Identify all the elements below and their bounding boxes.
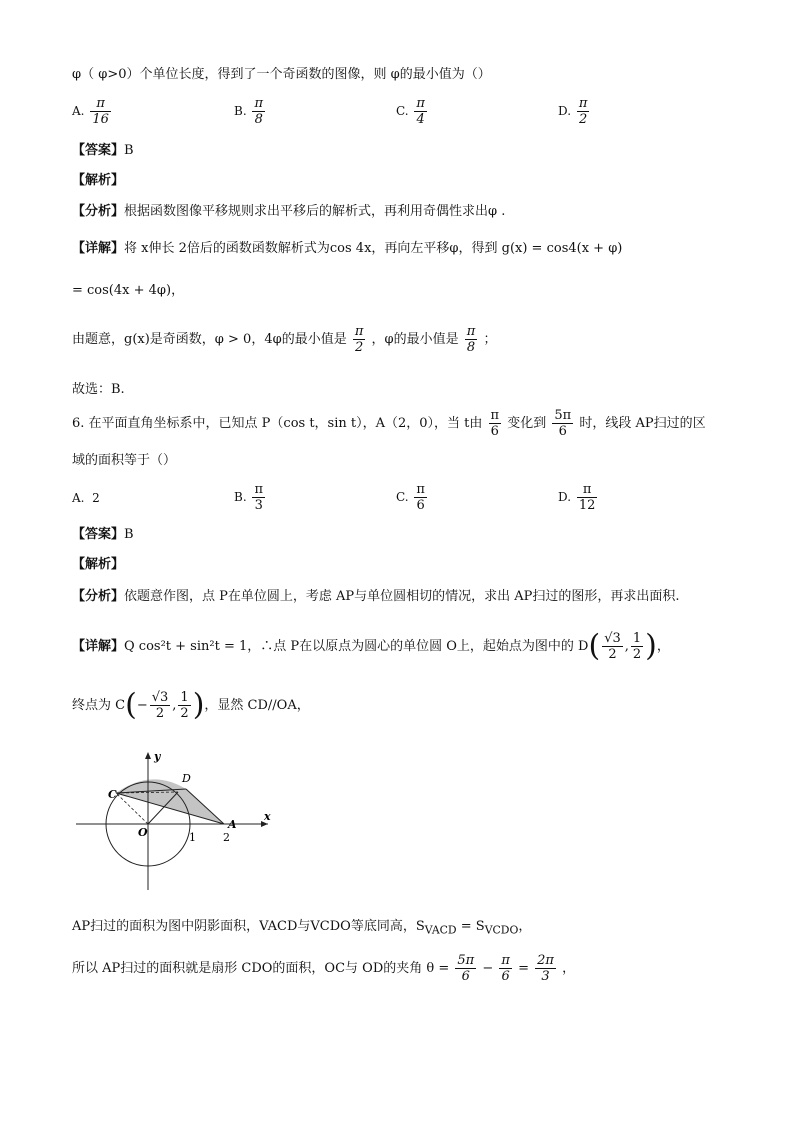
detail-tag: 【详解】 — [72, 639, 125, 654]
answer-value: B — [124, 527, 134, 542]
fraction: $\frac{2\pi}{3}$ — [537, 953, 554, 984]
detail-text: 由题意，g(x)是奇函数，φ > 0，4φ的最小值是 — [72, 332, 347, 347]
q6-answer — [72, 526, 134, 544]
stem-text: 6. 在平面直角坐标系中，已知点 P（cos t，sin t），A（2，0），当 t由 — [72, 416, 483, 431]
analysis-text: 根据函数图像平移规则求出平移后的解析式，再利用奇偶性求出φ . — [124, 204, 506, 219]
q6-detail-line-1: 【详解】Q cos²t + sin²t = 1，∴点 P在以原点为圆心的单位圆 O上，起始点为图中的 D( $\frac{√3}{2}$ , $\frac{1}{2}$ )， — [72, 628, 670, 664]
q6-detail-line-3 — [72, 918, 531, 940]
option-letter: D. — [558, 490, 572, 504]
subscript: VACD — [424, 923, 457, 937]
option-fraction: $\frac{\pi}{12}$ — [578, 482, 596, 513]
q5-option-b[interactable] — [234, 96, 267, 127]
q5-conclusion: 故选：B. — [72, 382, 125, 397]
detail-tag: 【详解】 — [72, 241, 125, 256]
q6-stem-line-2: 域的面积等于（） — [72, 453, 177, 468]
paren: ) — [192, 687, 205, 723]
y-axis-arrow — [145, 752, 151, 759]
detail-text: ， — [562, 961, 576, 976]
subscript: VCDO — [484, 923, 519, 937]
q5-detail-line-2: = cos(4x + 4φ)， — [72, 283, 185, 298]
option-fraction: $\frac{\pi}{3}$ — [254, 482, 264, 513]
label-c: C — [108, 788, 117, 801]
fraction: $\frac{√3}{2}$ — [151, 690, 169, 721]
detail-text: ； — [483, 332, 497, 347]
label-o: O — [138, 826, 148, 839]
analysis-tag: 【分析】 — [72, 589, 125, 604]
fraction: $\frac{\pi}{6}$ — [501, 953, 510, 984]
q5-stem: φ（ φ>0）个单位长度，得到了一个奇函数的图像，则 φ的最小值为（） — [72, 67, 491, 82]
detail-text: ，φ的最小值是 — [371, 332, 459, 347]
option-fraction: $\frac{\pi}{8}$ — [254, 96, 264, 127]
answer-tag: 【答案】 — [72, 143, 125, 158]
q6-detail-line-4 — [72, 953, 575, 984]
q5-detail-line-1 — [72, 240, 622, 258]
label-a: A — [228, 818, 237, 831]
option-letter: A. — [72, 104, 85, 118]
analysis-tag: 【分析】 — [72, 204, 125, 219]
q6-option-d[interactable] — [558, 482, 599, 513]
detail-text: Q cos²t + sin²t = 1，∴点 P在以原点为圆心的单位圆 O上，起始点为图中的 D — [124, 639, 589, 654]
q5-analysis — [72, 203, 505, 221]
fraction: $\frac{5\pi}{6}$ — [554, 408, 572, 439]
unit-circle-figure — [72, 748, 282, 896]
option-letter: A. — [72, 491, 85, 505]
operator: = — [518, 961, 529, 976]
answer-tag: 【答案】 — [72, 527, 125, 542]
paren: ( — [125, 687, 137, 723]
q5-jiexi-heading: 【解析】 — [72, 173, 125, 188]
fraction: $\frac{1}{2}$ — [632, 631, 642, 662]
q6-jiexi-heading: 【解析】 — [72, 557, 125, 572]
option-letter: D. — [558, 104, 572, 118]
detail-text: AP扫过的面积为图中阴影面积，VACD与VCDO等底同高，S — [72, 919, 425, 934]
fraction: $\frac{\pi}{8}$ — [466, 324, 476, 355]
detail-text: 将 x伸长 2倍后的函数函数解析式为cos 4x，再向左平移φ，得到 g(x) = cos4(x + φ) — [124, 241, 623, 256]
q6-stem-line-1 — [72, 408, 706, 439]
q6-option-b[interactable] — [234, 482, 267, 513]
q6-option-a[interactable] — [72, 491, 100, 505]
option-fraction: $\frac{\pi}{16}$ — [92, 96, 109, 127]
option-fraction: $\frac{\pi}{6}$ — [416, 482, 425, 513]
answer-value: B — [124, 143, 134, 158]
analysis-text: 依题意作图，点 P在单位圆上，考虑 AP与单位圆相切的情况，求出 AP扫过的图形，再求出面积. — [124, 589, 680, 604]
fraction: $\frac{\pi}{2}$ — [354, 324, 364, 355]
paren: ( — [588, 628, 601, 664]
q5-option-d[interactable] — [558, 96, 591, 127]
fraction: $\frac{√3}{2}$ — [604, 631, 621, 662]
label-one: 1 — [189, 831, 196, 844]
operator: − — [482, 961, 494, 976]
q6-option-c[interactable] — [396, 482, 429, 513]
shaded-triangle — [116, 789, 224, 824]
paren: ) — [645, 628, 657, 664]
q5-detail-line-3 — [72, 324, 496, 355]
label-two: 2 — [223, 831, 230, 844]
q6-analysis — [72, 588, 680, 606]
option-text: 2 — [92, 491, 100, 505]
fraction: $\frac{\pi}{6}$ — [490, 408, 500, 439]
q5-answer — [72, 142, 134, 160]
fraction: $\frac{5\pi}{6}$ — [457, 953, 475, 984]
detail-text: ，显然 CD//OA， — [204, 698, 310, 713]
stem-text: 时，线段 AP扫过的区 — [579, 416, 706, 431]
stem-text: 变化到 — [507, 416, 547, 431]
fraction: $\frac{1}{2}$ — [180, 690, 189, 721]
label-y: y — [154, 750, 161, 763]
q6-detail-line-2: 终点为 C(− $\frac{√3}{2}$ , $\frac{1}{2}$ )，显然 CD//OA， — [72, 687, 310, 723]
option-letter: C. — [396, 490, 409, 504]
q5-option-c[interactable] — [396, 96, 429, 127]
option-fraction: $\frac{\pi}{4}$ — [416, 96, 425, 127]
option-letter: B. — [234, 104, 247, 118]
detail-text: = S — [456, 919, 485, 934]
detail-text: 终点为 C — [72, 698, 126, 713]
option-fraction: $\frac{\pi}{2}$ — [578, 96, 588, 127]
detail-text: ， — [518, 919, 532, 934]
q5-option-a[interactable] — [72, 96, 113, 127]
option-letter: B. — [234, 490, 247, 504]
label-x: x — [264, 810, 271, 823]
option-letter: C. — [396, 104, 409, 118]
label-d: D — [182, 772, 191, 785]
detail-text: 所以 AP扫过的面积就是扇形 CDO的面积，OC与 OD的夹角 θ = — [72, 961, 450, 976]
